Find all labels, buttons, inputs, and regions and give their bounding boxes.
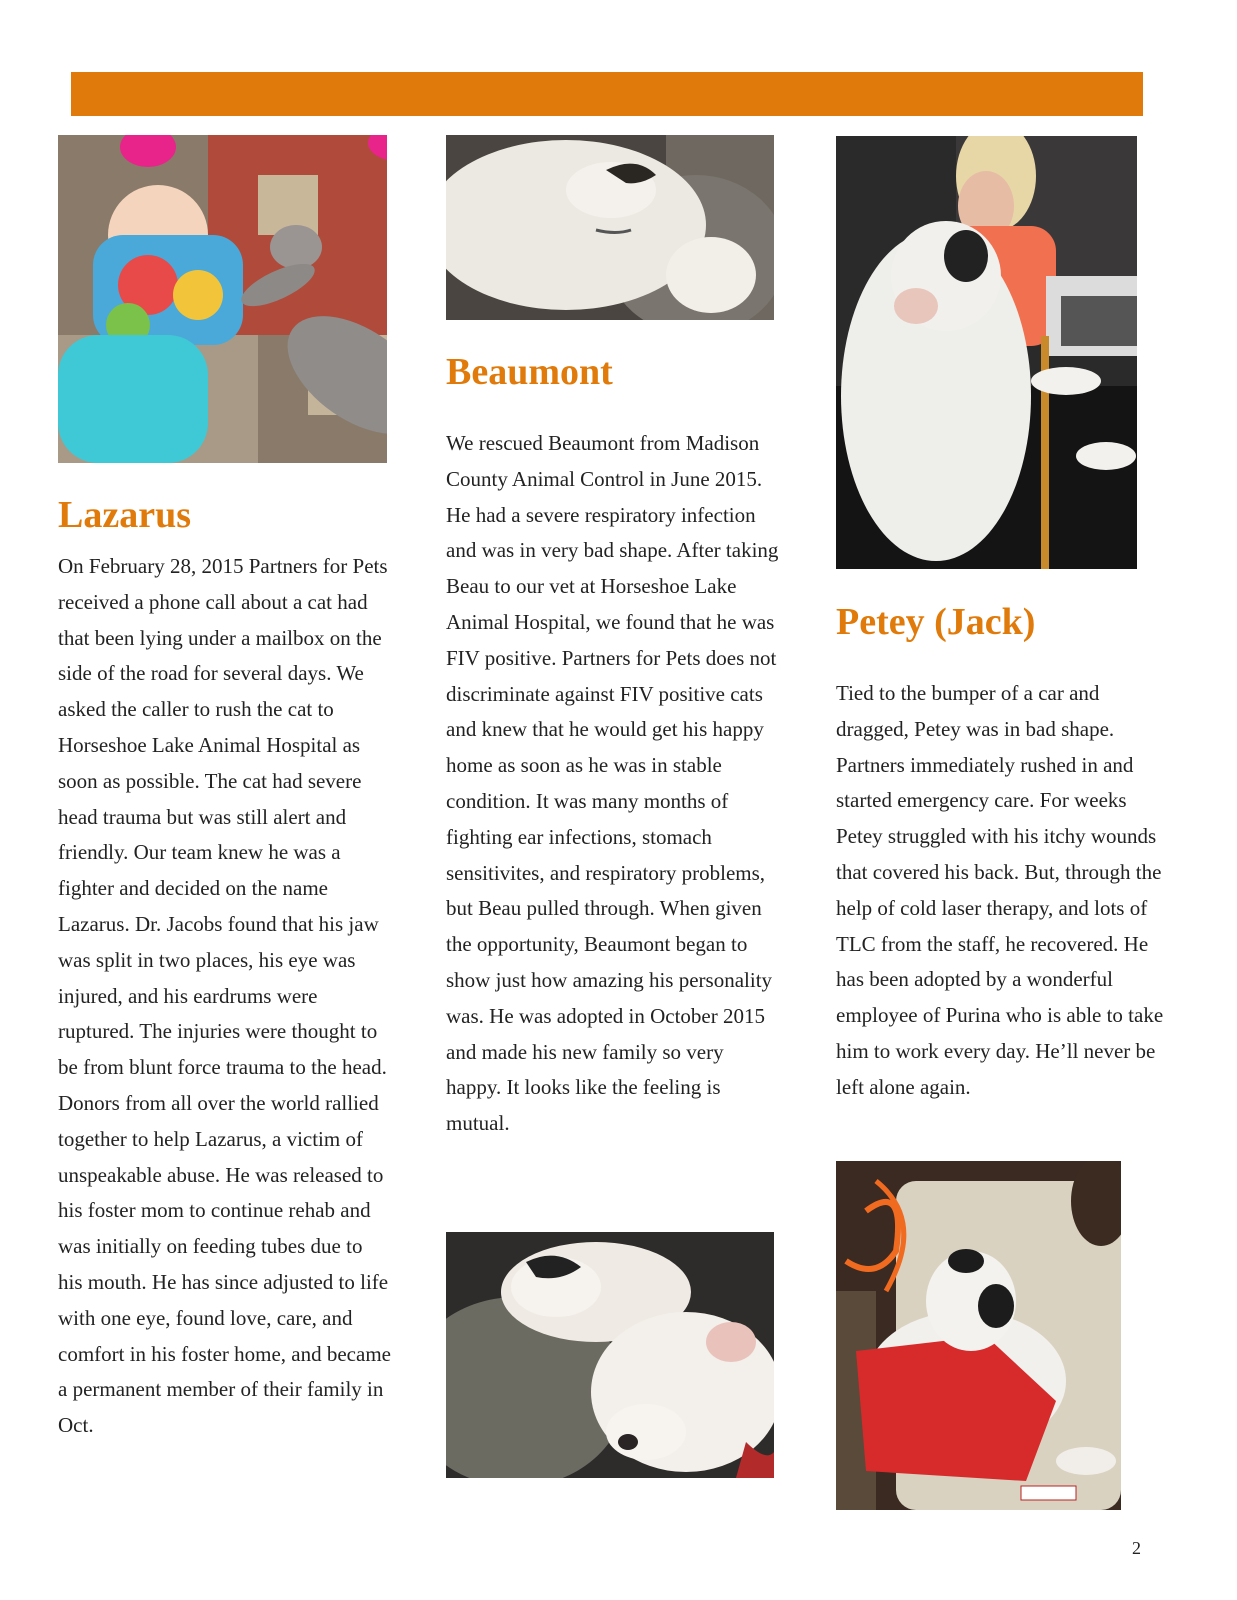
petey-title: Petey (Jack) (836, 601, 1036, 643)
dog-in-purina-shirt-photo-icon (836, 1161, 1121, 1510)
dog-at-office-desk-photo-icon (836, 136, 1137, 569)
petey-photo-bottom (836, 1161, 1121, 1510)
baby-with-cat-photo-icon (58, 135, 387, 463)
beaumont-photo-top (446, 135, 774, 320)
lazarus-story-text: On February 28, 2015 Partners for Pets received a phone call about a cat had that been lying under a mailbox on the side of the road for several days. We asked the caller to rush the cat to Horseshoe Lake Animal Hospital as soon as possible. The cat had severe head trauma but was still alert and friendly. Our team knew he was a fighter and decided on the name Lazarus. Dr. Jacobs found that his jaw was split in two places, his eye was injured, and his eardrums were ruptured. The injuries were thought to be from blunt force trauma to the head. Donors from all over the world rallied together to help Lazarus, a victim of unspeakable abuse. He was released to his foster mom to continue rehab and was initially on feeding tubes due to his mouth. He has since adjusted to life with one eye, found love, care, and comfort in his foster home, and became a permanent member of their family in Oct. (58, 554, 391, 1438)
orange-header-banner (71, 72, 1143, 116)
lazarus-photo (58, 135, 387, 463)
page-number: 2 (1132, 1538, 1141, 1558)
petey-story-text: Tied to the bumper of a car and dragged, Petey was in bad shape. Partners immediately rushed in and started emergency care. For weeks Petey struggled with his itchy wounds that covered his back. But, through the help of cold laser therapy, and lots of TLC from the staff, he recovered. He has been adopted by a wonderful employee of Purina who is able to take him to work every day. He’ll never be left alone again. (836, 681, 1164, 1099)
sleeping-white-cat-photo-icon (446, 135, 774, 320)
beaumont-photo-bottom (446, 1232, 774, 1478)
cat-and-dog-sleeping-photo-icon (446, 1232, 774, 1478)
petey-photo-top (836, 136, 1137, 569)
lazarus-title: Lazarus (58, 494, 191, 536)
beaumont-story-text: We rescued Beaumont from Madison County Animal Control in June 2015. He had a severe respiratory infection and was in very bad shape. After taking Beau to our vet at Horseshoe Lake Animal Hospital, we found that he was FIV positive. Partners for Pets does not discriminate against FIV positive cats and knew that he would get his happy home as soon as he was in stable condition. It was many months of fighting ear infections, stomach sensitivites, and respiratory problems, but Beau pulled through. When given the opportunity, Beaumont began to show just how amazing his personality was. He was adopted in October 2015 and made his new family so very happy. It looks like the feeling is mutual. (446, 431, 779, 1136)
beaumont-title: Beaumont (446, 351, 613, 393)
